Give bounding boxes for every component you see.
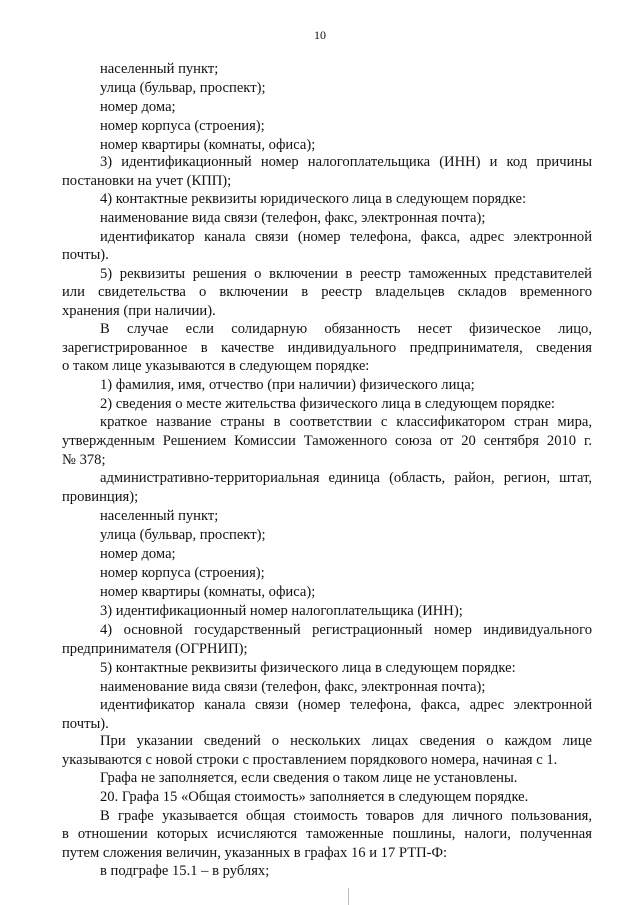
text-line: 1) фамилия, имя, отчество (при наличии) физического лица; — [100, 377, 475, 393]
text-line: 3) идентификационный номер налогоплательщика (ИНН); — [100, 603, 463, 619]
text-line: идентификатор канала связи (номер телефона, факса, адрес электронной — [100, 229, 592, 245]
text-line: административно-территориальная единица (область, район, регион, штат, — [100, 470, 592, 486]
text-line: номер дома; — [100, 546, 176, 562]
text-line: наименование вида связи (телефон, факс, электронная почта); — [100, 679, 486, 695]
text-line: населенный пункт; — [100, 508, 219, 524]
text-line: улица (бульвар, проспект); — [100, 527, 266, 543]
text-line: зарегистрированное в качестве индивидуального предпринимателя, сведения — [62, 340, 592, 356]
text-line: почты). — [62, 716, 109, 732]
text-line: улица (бульвар, проспект); — [100, 80, 266, 96]
text-line: номер квартиры (комнаты, офиса); — [100, 137, 316, 153]
text-line: наименование вида связи (телефон, факс, электронная почта); — [100, 210, 486, 226]
text-line: краткое название страны в соответствии с классификатором стран мира, — [100, 414, 592, 430]
scan-artifact — [348, 888, 349, 905]
text-line: указываются с новой строки с проставлением порядкового номера, начиная с 1. — [62, 752, 558, 768]
page-number: 10 — [314, 28, 326, 42]
text-line: путем сложения величин, указанных в графах 16 и 17 РТП-Ф: — [62, 845, 448, 861]
text-line: населенный пункт; — [100, 61, 219, 77]
text-line: В случае если солидарную обязанность несет физическое лицо, — [100, 321, 592, 337]
text-line: Графа не заполняется, если сведения о таком лице не установлены. — [100, 770, 518, 786]
text-line: номер дома; — [100, 99, 176, 115]
text-line: В графе указывается общая стоимость товаров для личного пользования, — [100, 808, 592, 824]
text-line: предпринимателя (ОГРНИП); — [62, 641, 248, 657]
text-line: номер квартиры (комнаты, офиса); — [100, 584, 316, 600]
text-line: постановки на учет (КПП); — [62, 173, 232, 189]
text-line: № 378; — [62, 452, 106, 468]
text-line: утвержденным Решением Комиссии Таможенного союза от 20 сентября 2010 г. — [62, 433, 592, 449]
text-line: номер корпуса (строения); — [100, 565, 265, 581]
text-line: в отношении которых исчисляются таможенные пошлины, налоги, полученная — [62, 826, 592, 842]
text-line: 5) контактные реквизиты физического лица в следующем порядке: — [100, 660, 516, 676]
text-line: почты). — [62, 247, 109, 263]
text-line: в подграфе 15.1 – в рублях; — [100, 863, 270, 879]
text-line: идентификатор канала связи (номер телефона, факса, адрес электронной — [100, 697, 592, 713]
text-line: хранения (при наличии). — [62, 303, 216, 319]
text-line: 3) идентификационный номер налогоплательщика (ИНН) и код причины — [100, 154, 592, 170]
text-line: 4) контактные реквизиты юридического лица в следующем порядке: — [100, 191, 527, 207]
text-line: 4) основной государственный регистрационный номер индивидуального — [100, 622, 592, 638]
text-line: или свидетельства о включении в реестр владельцев складов временного — [62, 284, 592, 300]
text-line: о таком лице указываются в следующем порядке: — [62, 358, 370, 374]
text-line: 2) сведения о месте жительства физического лица в следующем порядке: — [100, 396, 555, 412]
text-line: 5) реквизиты решения о включении в реестр таможенных представителей — [100, 266, 592, 282]
text-line: провинция); — [62, 489, 139, 505]
text-line: 20. Графа 15 «Общая стоимость» заполняется в следующем порядке. — [100, 789, 529, 805]
text-line: номер корпуса (строения); — [100, 118, 265, 134]
text-line: При указании сведений о нескольких лицах сведения о каждом лице — [100, 733, 592, 749]
